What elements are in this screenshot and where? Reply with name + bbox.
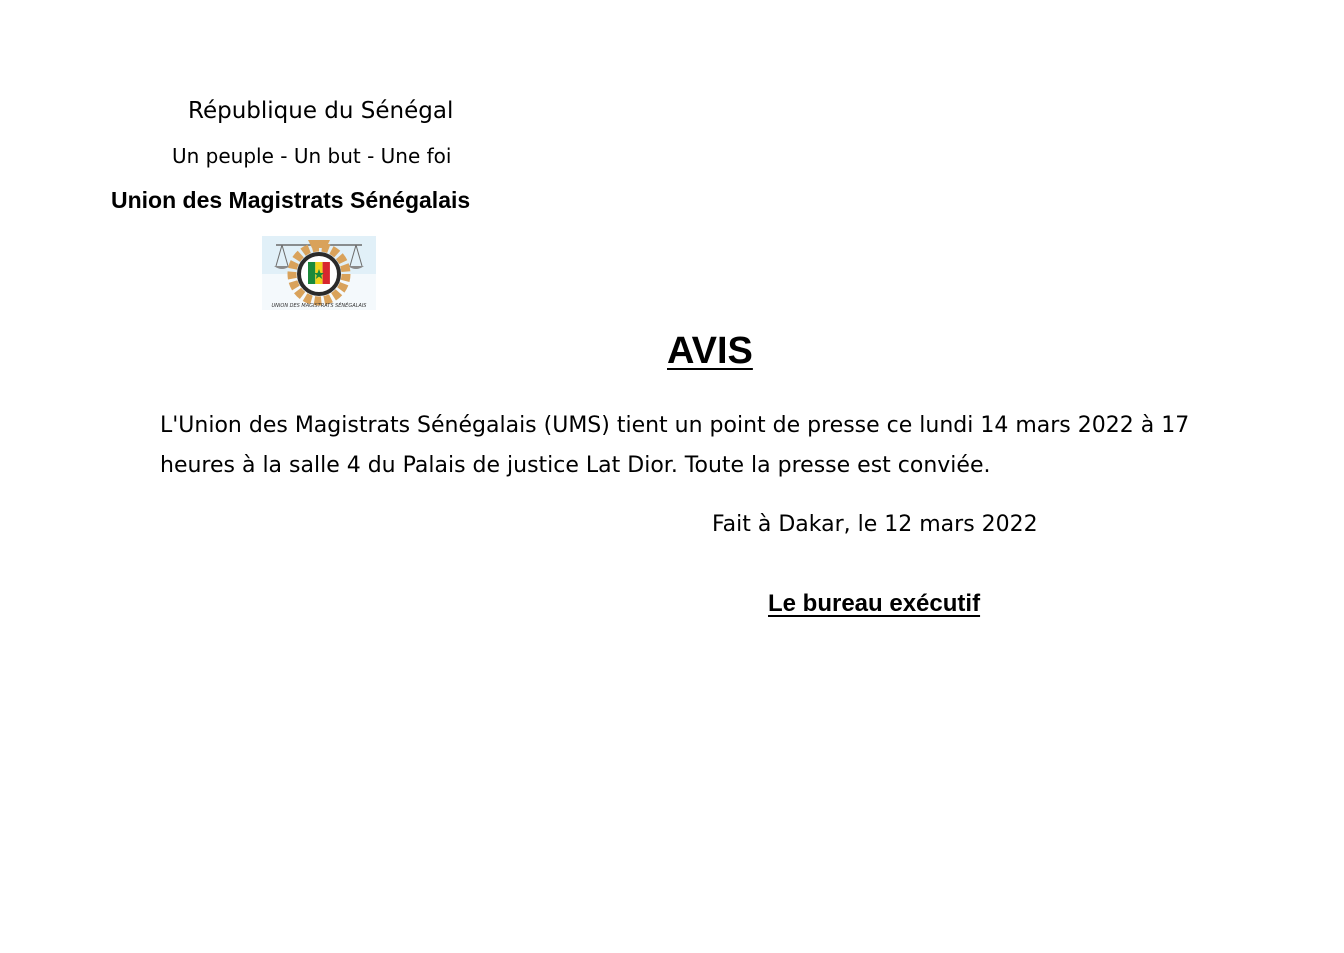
place-and-date: Fait à Dakar, le 12 mars 2022 bbox=[712, 512, 1038, 537]
notice-body-line: heures à la salle 4 du Palais de justice Lat Dior. Toute la presse est conviée. bbox=[160, 453, 991, 478]
national-motto: Un peuple - Un but - Une foi bbox=[172, 144, 452, 168]
logo-ring-text: UNION DES MAGISTRATS SÉNÉGALAIS bbox=[271, 303, 367, 309]
signatory: Le bureau exécutif bbox=[768, 590, 981, 617]
notice-body bbox=[160, 406, 1200, 486]
ums-logo bbox=[262, 236, 376, 310]
organization-name: Union des Magistrats Sénégalais bbox=[111, 187, 471, 213]
ums-emblem-icon bbox=[262, 236, 376, 310]
notice-body-line: L'Union des Magistrats Sénégalais (UMS) tient un point de presse ce lundi 14 mars 2022 à 17 bbox=[160, 413, 1190, 438]
country-name: République du Sénégal bbox=[188, 98, 454, 124]
notice-title: AVIS bbox=[667, 330, 753, 372]
